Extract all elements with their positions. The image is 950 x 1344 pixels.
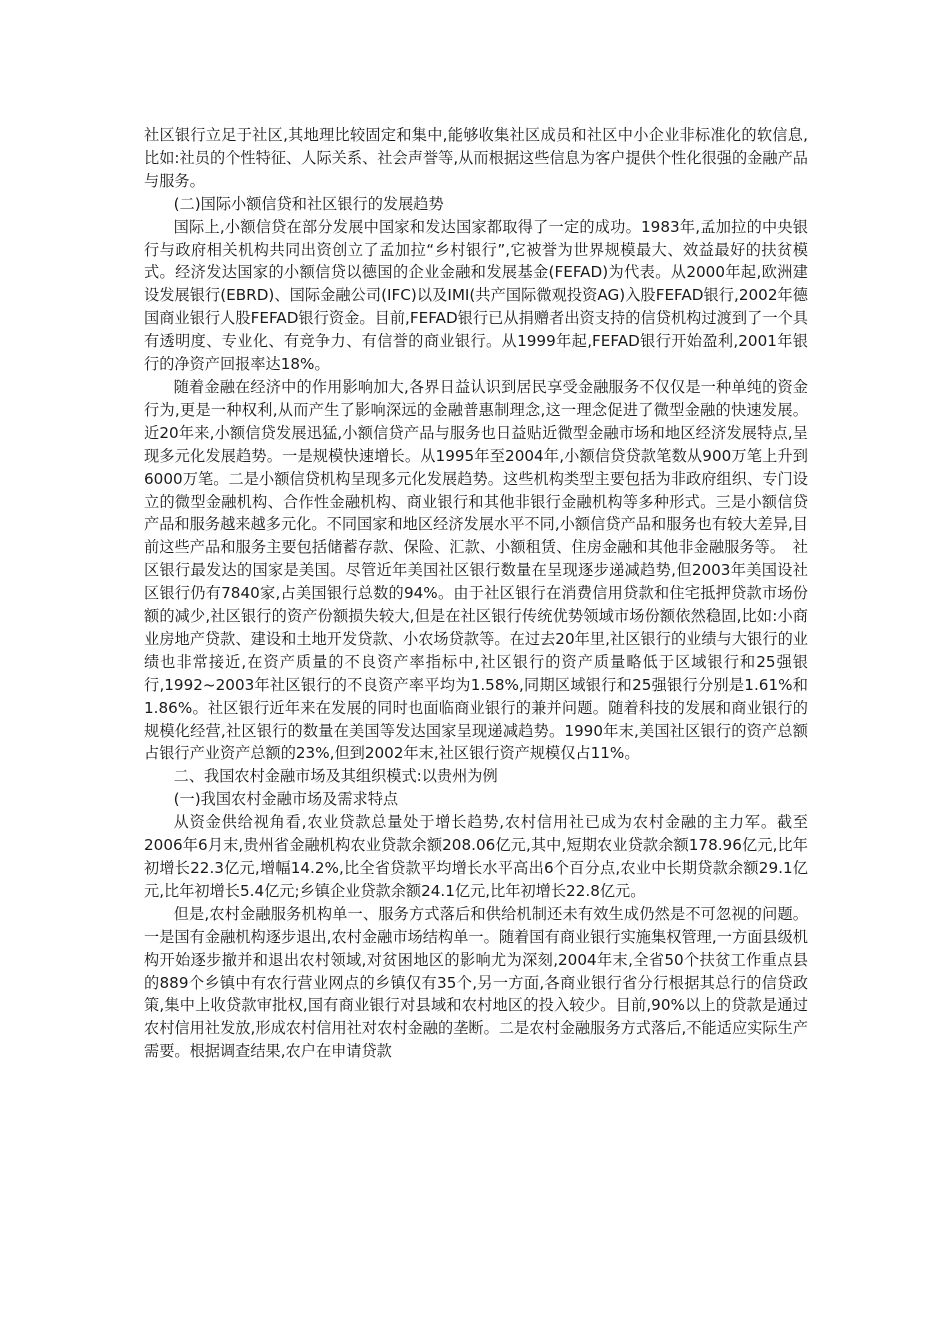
paragraph-international-microcredit: 国际上,小额信贷在部分发展中国家和发达国家都取得了一定的成功。1983年,孟加拉的中央银行与政府相关机构共同出资创立了孟加拉“乡村银行”,它被誉为世界规模最大、效益最好的扶贫模式。经济发达国家的小额信贷以德国的企业金融和发展基金(FEFAD)为代表。从2000年起,欧洲建设发展银行(EBRD)、国际金融公司(IFC)以及IMI(共产国际微观投资AG)入股FEFAD银行,2002年德国商业银行人股FEFAD银行资金。目前,FEFAD银行已从捐赠者出资支持的信贷机构过渡到了一个具有透明度、专业化、有竞争力、有信誉的商业银行。从1999年起,FEFAD银行开始盈利,2001年银行的净资产回报率达18%。	[144, 217, 808, 374]
paragraph-capital-supply: 从资金供给视角看,农业贷款总量处于增长趋势,农村信用社已成为农村金融的主力军。截至2006年6月末,贵州省金融机构农业贷款余额208.06亿元,其中,短期农业贷款余额178.96亿元,比年初增长22.3亿元,增幅14.2%,比全省贷款平均增长水平高出6个百分点,农业中长期贷款余额29.1亿元,比年初增长5.4亿元;乡镇企业贷款余额24.1亿元,比年初增长22.8亿元。	[144, 813, 808, 900]
section-heading-international-trends: (二)国际小额信贷和社区银行的发展趋势	[173, 194, 444, 213]
paragraph-service-problems: 但是,农村金融服务机构单一、服务方式落后和供给机制还未有效生成仍然是不可忽视的问题。一是国有金融机构逐步退出,农村金融市场结构单一。随着国有商业银行实施集权管理,一方面县级机构开始逐步撤并和退出农村领域,对贫困地区的影响尤为深刻,2004年末,全省50个扶贫工作重点县的889个乡镇中有农行营业网点的乡镇仅有35个,另一方面,各商业银行省分行根据其总行的信贷政策,集中上收贷款审批权,国有商业银行对县域和农村地区的投入较少。目前,90%以上的贷款是通过农村信用社发放,形成农村信用社对农村金融的垄断。二是农村金融服务方式落后,不能适应实际生产需要。根据调查结果,农户在申请贷款	[144, 904, 808, 1061]
paragraph-community-bank-info: 社区银行立足于社区,其地理比较固定和集中,能够收集社区成员和社区中小企业非标准化的软信息,比如:社员的个性特征、人际关系、社会声誉等,从而根据这些信息为客户提供个性化很强的金融产品与服务。	[144, 126, 808, 190]
subsection-heading-market-demand: (一)我国农村金融市场及需求特点	[173, 790, 399, 809]
document-page	[144, 124, 808, 1063]
section-heading-china-rural-finance: 二、我国农村金融市场及其组织模式:以贵州为例	[173, 767, 498, 786]
paragraph-inclusive-finance: 随着金融在经济中的作用影响加大,各界日益认识到居民享受金融服务不仅仅是一种单纯的资金行为,更是一种权利,从而产生了影响深远的金融普惠制理念,这一理念促进了微型金融的快速发展。近20年来,小额信贷发展迅猛,小额信贷产品与服务也日益贴近微型金融市场和地区经济发展特点,呈现多元化发展趋势。一是规模快速增长。从1995年至2004年,小额信贷贷款笔数从900万笔上升到6000万笔。二是小额信贷机构呈现多元化发展趋势。这些机构类型主要包括为非政府组织、专门设立的微型金融机构、合作性金融机构、商业银行和其他非银行金融机构等多种形式。三是小额信贷产品和服务越来越多元化。不同国家和地区经济发展水平不同,小额信贷产品和服务也有较大差异,目前这些产品和服务主要包括储蓄存款、保险、汇款、小额租赁、住房金融和其他非金融服务等。 社区银行最发达的国家是美国。尽管近年美国社区银行数量在呈现逐步递减趋势,但2003年美国设社区银行仍有7840家,占美国银行总数的94%。由于社区银行在消费信用贷款和住宅抵押贷款市场份额的减少,社区银行的资产份额损失较大,但是在社区银行传统优势领域市场份额依然稳固,比如:小商业房地产贷款、建设和土地开发贷款、小农场贷款等。在过去20年里,社区银行的业绩与大银行的业绩也非常接近,在资产质量的不良资产率指标中,社区银行的资产质量略低于区域银行和25强银行,1992~2003年社区银行的不良资产率平均为1.58%,同期区域银行和25强银行分别是1.61%和1.86%。社区银行近年来在发展的同时也面临商业银行的兼并问题。随着科技的发展和商业银行的规模化经营,社区银行的数量在美国等发达国家呈现递减趋势。1990年末,美国社区银行的资产总额占银行产业资产总额的23%,但到2002年末,社区银行资产规模仅占11%。	[144, 377, 808, 763]
